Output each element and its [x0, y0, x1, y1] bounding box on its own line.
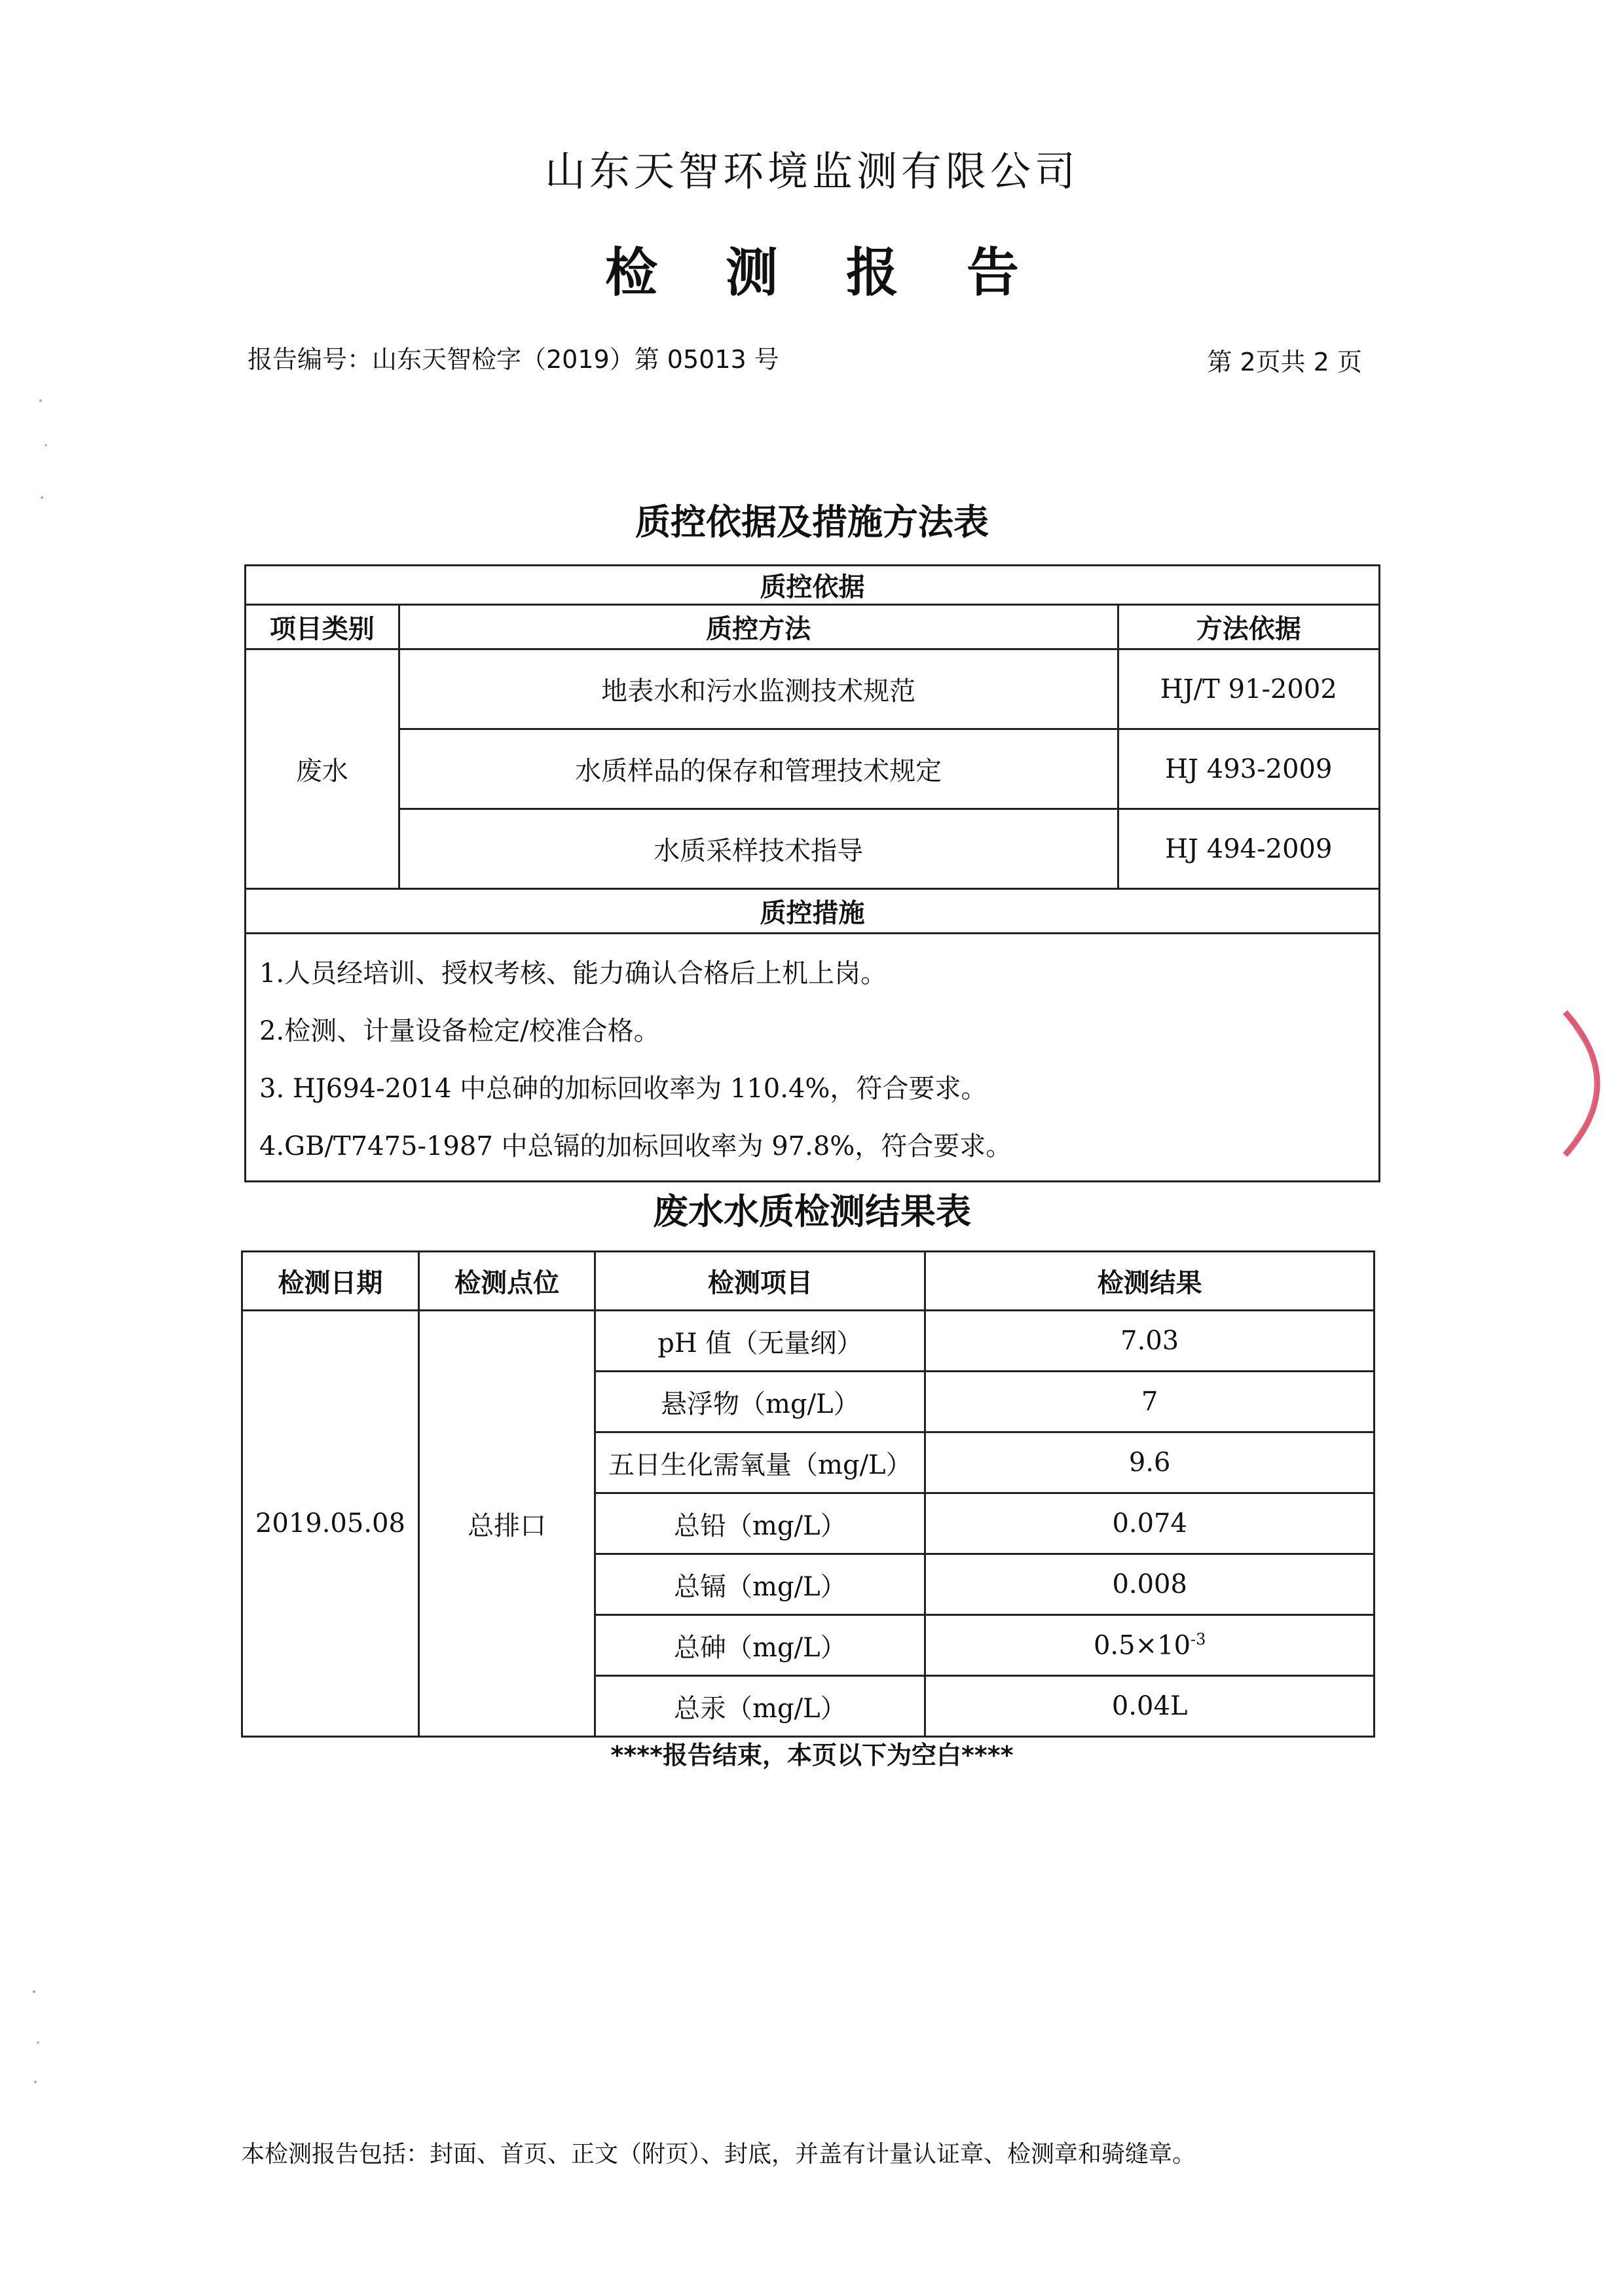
item-cell: 五日生化需氧量（mg/L） — [595, 1432, 925, 1493]
result-cell: 0.008 — [925, 1554, 1375, 1615]
item-cell: 总汞（mg/L） — [595, 1676, 925, 1737]
scan-specks-icon — [26, 1984, 52, 2102]
category-cell: 废水 — [246, 649, 399, 889]
result-cell: 0.074 — [925, 1493, 1375, 1554]
qc-measure-item: 2.检测、计量设备检定/校准合格。 — [259, 1016, 660, 1046]
report-number: 报告编号：山东天智检字（2019）第 05013 号 — [248, 345, 779, 374]
result-cell — [925, 1615, 1375, 1676]
qc-measure-item: 3. HJ694-2014 中总砷的加标回收率为 110.4%，符合要求。 — [259, 1074, 987, 1104]
result-base: 0.5×10 — [1093, 1630, 1191, 1661]
date-cell: 2019.05.08 — [242, 1311, 419, 1737]
page-info: 第 2页共 2 页 — [1207, 348, 1362, 376]
item-cell: 悬浮物（mg/L） — [595, 1372, 925, 1432]
qc-standard-cell: HJ 493-2009 — [1118, 729, 1379, 809]
result-cell: 9.6 — [925, 1432, 1375, 1493]
qc-basis-header: 质控依据 — [246, 566, 1380, 605]
report-title-char: 测 — [726, 242, 778, 303]
report-title-char: 检 — [605, 242, 657, 303]
point-cell: 总排口 — [418, 1311, 595, 1737]
report-title-char: 告 — [967, 242, 1019, 303]
result-cell: 0.04L — [925, 1676, 1375, 1737]
qc-table — [244, 564, 1380, 1182]
item-cell: 总铅（mg/L） — [595, 1493, 925, 1554]
result-cell: 7 — [925, 1372, 1375, 1432]
qc-standard-cell: HJ/T 91-2002 — [1118, 649, 1379, 729]
company-name: 山东天智环境监测有限公司 — [544, 147, 1079, 195]
col-method-header: 质控方法 — [399, 605, 1118, 649]
footer-note: 本检测报告包括：封面、首页、正文（附页）、封底，并盖有计量认证章、检测章和骑缝章。 — [241, 2141, 1196, 2168]
col-date-header: 检测日期 — [242, 1252, 419, 1311]
qc-measures-header: 质控措施 — [246, 889, 1380, 934]
qc-table-title: 质控依据及措施方法表 — [635, 501, 989, 543]
end-note: ****报告结束，本页以下为空白**** — [610, 1741, 1014, 1770]
col-standard-header: 方法依据 — [1118, 605, 1379, 649]
qc-measure-item: 4.GB/T7475-1987 中总镉的加标回收率为 97.8%，符合要求。 — [259, 1131, 1012, 1161]
report-title — [0, 230, 1624, 306]
col-item-header: 检测项目 — [595, 1252, 925, 1311]
qc-measure-item: 1.人员经培训、授权考核、能力确认合格后上机上岗。 — [259, 958, 887, 989]
item-cell: 总砷（mg/L） — [595, 1615, 925, 1676]
result-table-title: 废水水质检测结果表 — [653, 1191, 971, 1232]
col-result-header: 检测结果 — [925, 1252, 1375, 1311]
result-cell: 7.03 — [925, 1311, 1375, 1372]
col-point-header: 检测点位 — [418, 1252, 595, 1311]
result-exponent: -3 — [1190, 1630, 1206, 1649]
qc-method-cell: 地表水和污水监测技术规范 — [399, 649, 1118, 729]
col-category-header: 项目类别 — [246, 605, 399, 649]
item-cell: pH 值（无量纲） — [595, 1311, 925, 1372]
report-title-char: 报 — [846, 242, 898, 303]
scan-specks-icon — [33, 393, 59, 511]
item-cell: 总镉（mg/L） — [595, 1554, 925, 1615]
qc-method-cell: 水质样品的保存和管理技术规定 — [399, 729, 1118, 809]
result-table — [241, 1250, 1375, 1738]
qc-standard-cell: HJ 494-2009 — [1118, 809, 1379, 889]
seam-stamp-icon — [1552, 1008, 1624, 1159]
qc-method-cell: 水质采样技术指导 — [399, 809, 1118, 889]
qc-measures-list — [246, 934, 1380, 1182]
